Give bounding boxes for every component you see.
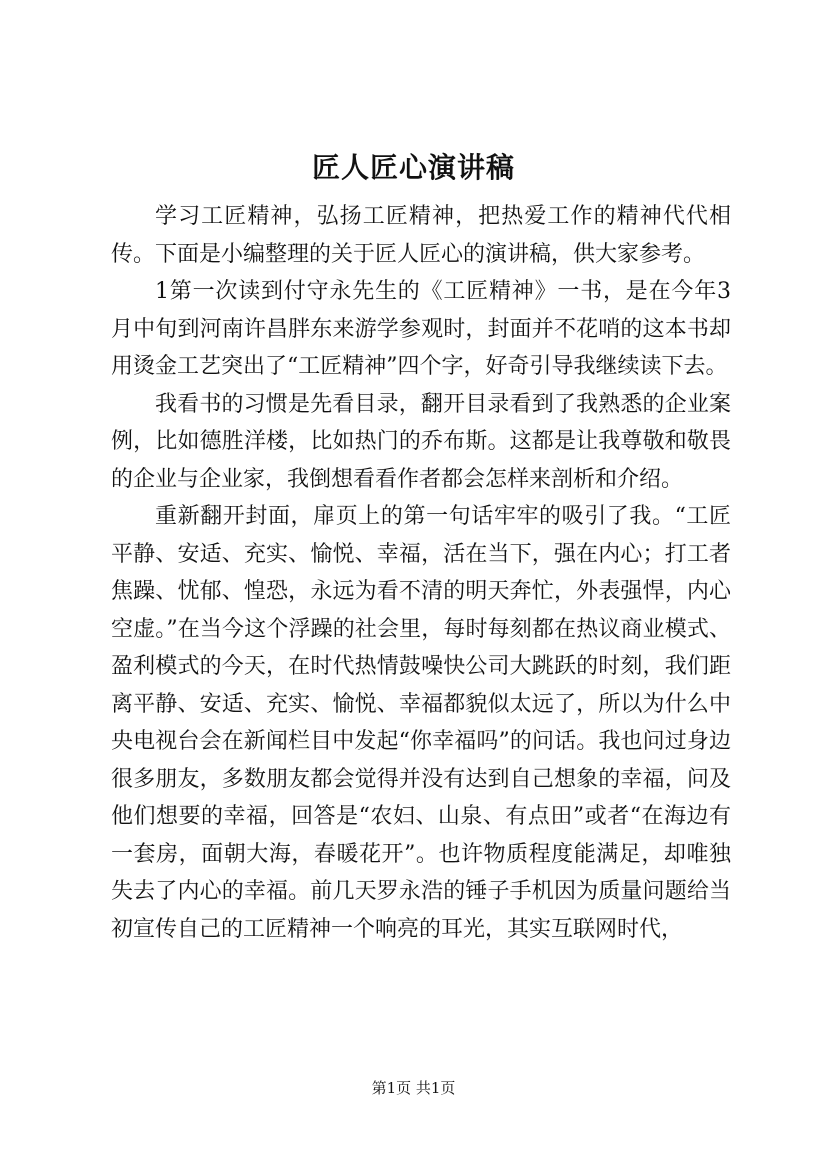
document-body [111, 198, 731, 948]
page-title: 匠人匠心演讲稿 [311, 151, 515, 184]
page-footer: 第1页 共1页 [371, 1079, 456, 1097]
paragraph: 重新翻开封面，扉页上的第一句话牢牢的吸引了我。“工匠平静、安适、充实、愉悦、幸福，活在当下，强在内心；打工者焦躁、忧郁、惶恐，永远为看不清的明天奔忙，外表强悍，内心空虚。”在当今这个浮躁的社会里，每时每刻都在热议商业模式、盈利模式的今天，在时代热情鼓噪快公司大跳跃的时刻，我们距离平静、安适、充实、愉悦、幸福都貌似太远了，所以为什么中央电视台会在新闻栏目中发起“你幸福吗”的问话。我也问过身边很多朋友，多数朋友都会觉得并没有达到自己想象的幸福，问及他们想要的幸福，回答是“农妇、山泉、有点田”或者“在海边有一套房，面朝大海，春暖花开”。也许物质程度能满足，却唯独失去了内心的幸福。前几天罗永浩的锤子手机因为质量问题给当初宣传自己的工匠精神一个响亮的耳光，其实互联网时代， [111, 504, 731, 942]
paragraph: 我看书的习惯是先看目录，翻开目录看到了我熟悉的企业案例，比如德胜洋楼，比如热门的乔布斯。这都是让我尊敬和敬畏的企业与企业家，我倒想看看作者都会怎样来剖析和介绍。 [111, 391, 731, 492]
paragraph: 学习工匠精神，弘扬工匠精神，把热爱工作的精神代代相传。下面是小编整理的关于匠人匠心的演讲稿，供大家参考。 [111, 204, 731, 267]
paragraph: 1第一次读到付守永先生的《工匠精神》一书，是在今年3月中旬到河南许昌胖东来游学参观时，封面并不花哨的这本书却用烫金工艺突出了“工匠精神”四个字，好奇引导我继续读下去。 [111, 279, 731, 379]
